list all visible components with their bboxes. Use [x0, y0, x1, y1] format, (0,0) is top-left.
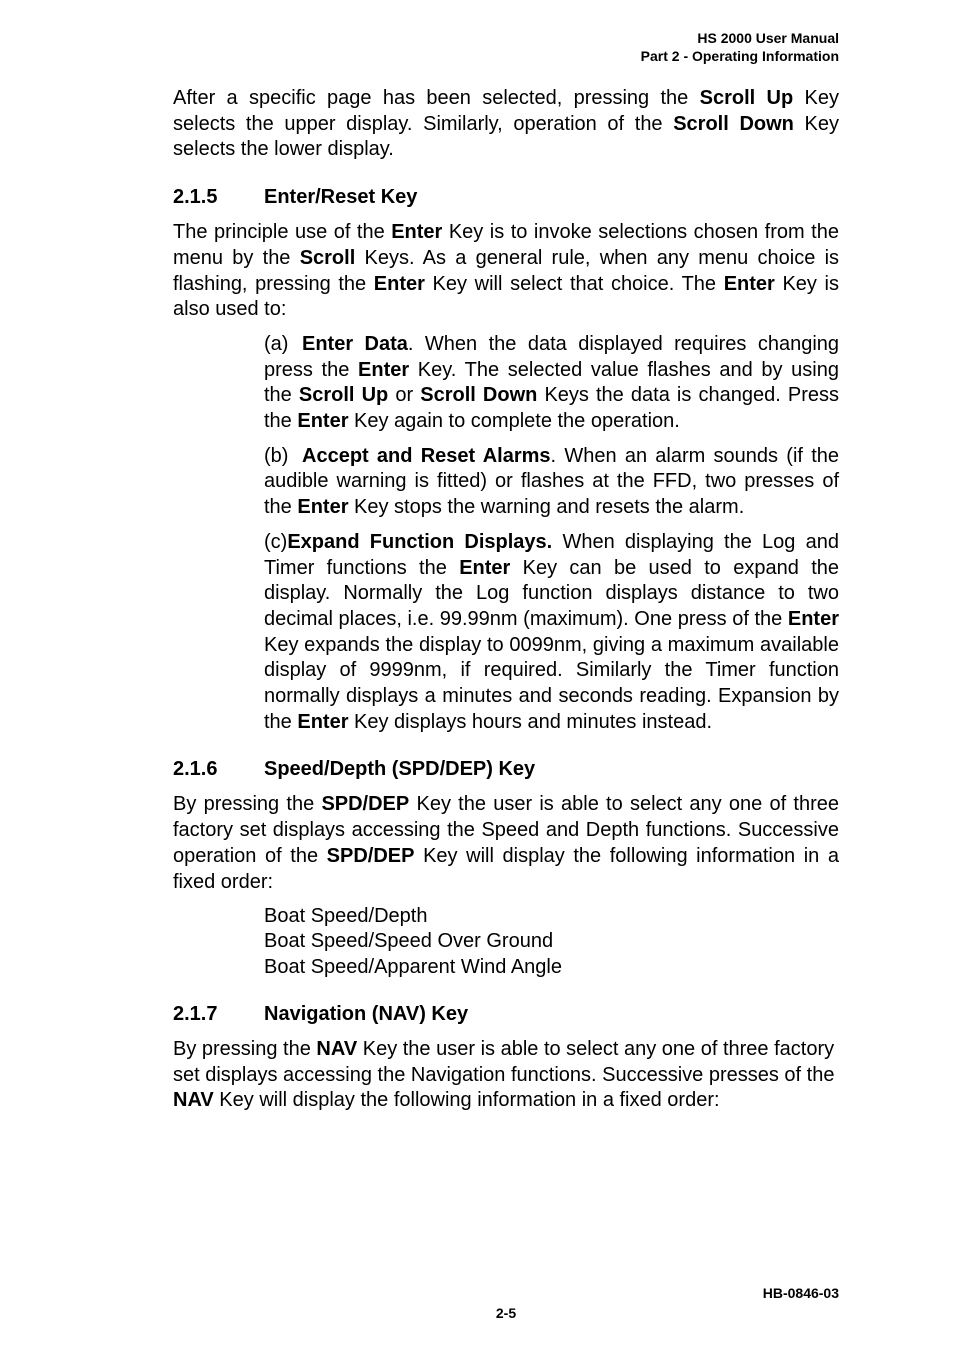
section-title: Speed/Depth (SPD/DEP) Key	[264, 758, 536, 781]
spd-dep-display-list	[264, 904, 839, 980]
spd-dep-paragraph: By pressing the SPD/DEP Key the user is able to select any one of three factory set displays accessing the Speed and Depth functions. Successive operation of the SPD/DEP Key will display the following information in a fixed order:	[173, 793, 839, 893]
item-c-expand-displays: (c)Expand Function Displays. When displaying the Log and Timer functions the Enter Key can be used to expand the display. Normally the Log function displays distance to two decimal places, i.e. 99.99nm (maximum). One press of the Enter Key expands the display to 0099nm, giving a maximum available display of 9999nm, if required. Similarly the Timer function normally displays a minutes and seconds reading. Expansion by the Enter Key displays hours and minutes instead.	[264, 530, 839, 733]
list-item: Boat Speed/Depth	[264, 905, 428, 928]
list-item: Boat Speed/Apparent Wind Angle	[264, 955, 562, 978]
list-item: Boat Speed/Speed Over Ground	[264, 930, 554, 953]
item-b-reset-alarms: (b) Accept and Reset Alarms. When an alarm sounds (if the audible warning is fitted) or flashes at the FFD, two presses of the Enter Key stops the warning and resets the alarm.	[264, 444, 839, 519]
enter-key-paragraph: The principle use of the Enter Key is to invoke selections chosen from the menu by the Scroll Keys. As a general rule, when any menu choice is flashing, pressing the Enter Key will select that choice. The Enter Key is also used to:	[173, 221, 840, 321]
section-number: 2.1.7	[173, 1002, 218, 1025]
item-a-enter-data: (a) Enter Data. When the data displayed requires changing press the Enter Key. The selected value flashes and by using the Scroll Up or Scroll Down Keys the data is changed. Press the Enter Key again to complete the operation.	[264, 332, 840, 433]
page-number: 2-5	[495, 1305, 517, 1321]
intro-paragraph: After a specific page has been selected, pressing the Scroll Up Key selects the upper display. Similarly, operation of the Scroll Down Key selects the lower display.	[173, 87, 839, 161]
document-code: HB-0846-03	[762, 1285, 839, 1301]
part-title: Part 2 - Operating Information	[640, 48, 839, 64]
section-title: Navigation (NAV) Key	[264, 1002, 469, 1025]
section-number: 2.1.6	[173, 758, 218, 781]
section-title: Enter/Reset Key	[264, 186, 418, 209]
page-content	[173, 86, 839, 1114]
section-2-1-7-heading	[173, 1002, 839, 1027]
section-number: 2.1.5	[173, 186, 218, 209]
section-2-1-6-heading	[173, 757, 839, 782]
manual-title: HS 2000 User Manual	[697, 30, 839, 46]
nav-paragraph: By pressing the NAV Key the user is able to select any one of three factory set displays accessing the Navigation functions. Successive presses of the NAV Key will display the following information in a fixed order:	[173, 1037, 835, 1112]
section-2-1-5-heading	[173, 185, 839, 210]
